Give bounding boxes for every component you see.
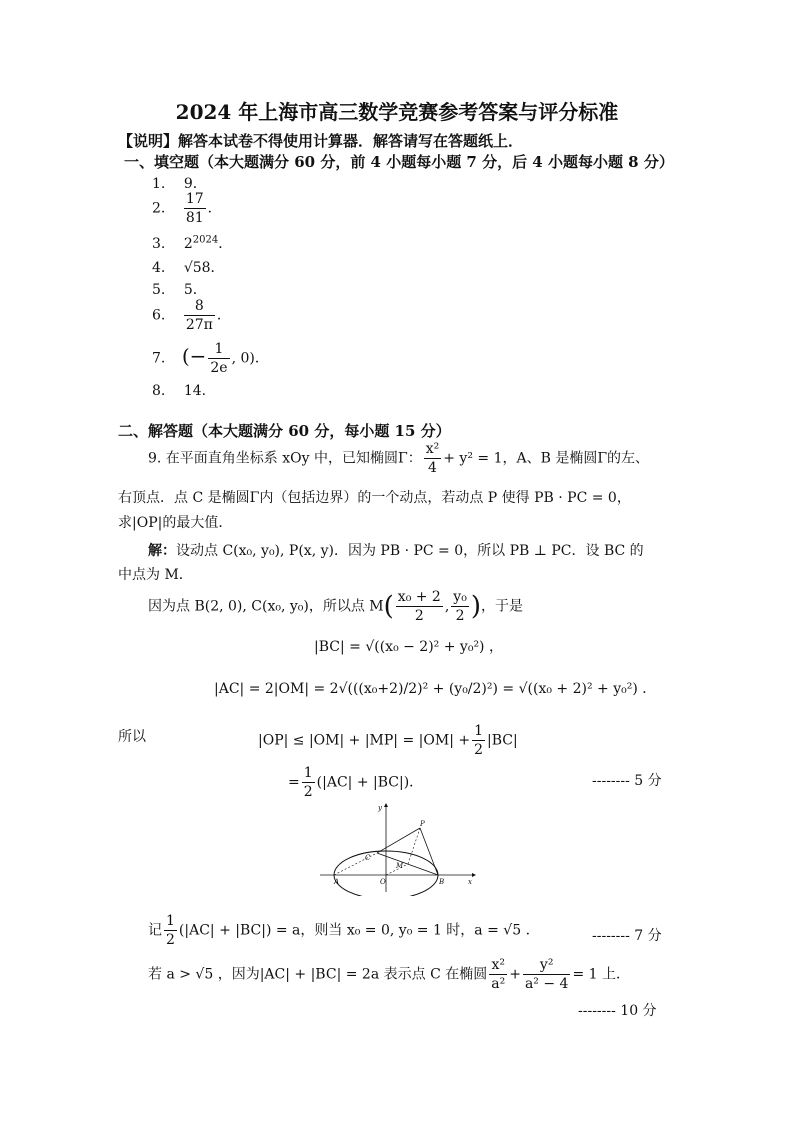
label-x: x (468, 878, 472, 886)
y-axis-arrow (384, 803, 388, 807)
score-10: -------- 10 分 (578, 1003, 657, 1019)
q9-fraction: $\frac{\text{x²}}{4}$ (425, 441, 440, 476)
label-c: C (365, 854, 371, 862)
segment-cp (377, 828, 420, 853)
label-m: M (396, 862, 404, 870)
label-a: A (334, 878, 340, 886)
label-b: B (439, 878, 445, 886)
answer-num: 1. (152, 176, 166, 192)
answer-8: 8. 14. (152, 383, 207, 399)
answer-fraction: $\frac{8}{27\pi}$ (185, 298, 213, 333)
answer-6: 6. $\frac{8}{27\pi}$ ． (152, 298, 231, 333)
label-y: y (378, 804, 382, 812)
solution-line2: 中点为 M． (118, 567, 193, 583)
answer-num: 3. (152, 236, 166, 252)
label-p: P (420, 820, 425, 828)
answer-3: 3. $2^{2024}$． (152, 234, 233, 252)
answer-5: 5. 5． (152, 282, 207, 298)
q9-line3: 求|OP|的最大值． (118, 515, 233, 531)
answer-4: 4. √58． (152, 260, 225, 276)
score-7: -------- 7 分 (592, 928, 662, 944)
answer-num: 7. (152, 350, 166, 367)
segment-pb (420, 828, 438, 875)
solution-line3: 因为点 B(2, 0), C(x₀, y₀)，所以点 M( $\frac{\text{x₀ + 2}}{2}$ , $\frac{\text{y₀}}{2}$ )，于是 (148, 589, 523, 624)
answer-2: 2. $\frac{17}{81}$ ． (152, 191, 222, 226)
answer-text: 9． (183, 176, 207, 192)
inequality-1: |OP| ≤ |OM| + |MP| = |OM| + $\frac{1}{2}$ |BC| (258, 723, 518, 758)
inequality-2: = $\frac{1}{2}$ (|AC| + |BC|)． (288, 765, 424, 800)
page-title: 2024 年上海市高三数学竞赛参考答案与评分标准 (175, 100, 619, 124)
exam-note: 【说明】解答本试卷不得使用计算器．解答请写在答题纸上． (118, 132, 524, 150)
q9-line1: 9. 在平面直角坐标系 xOy 中，已知椭圆Γ： $\frac{\text{x²}}{4}$ + y² = 1，A、B 是椭圆Γ的左、 (148, 441, 650, 476)
section1-heading: 一、填空题（本大题满分 60 分，前 4 小题每小题 7 分，后 4 小题每小题 8 分） (124, 153, 674, 171)
section2-heading: 二、解答题（本大题满分 60 分，每小题 15 分） (118, 422, 451, 440)
label-o: O (380, 878, 386, 886)
line-ji: 记 $\frac{1}{2}$ (|AC| + |BC|) = a，则当 x₀ = 0, y₀ = 1 时，a = √5 . (148, 913, 531, 948)
answer-num: 8. (152, 383, 166, 399)
score-5: -------- 5 分 (592, 773, 662, 789)
answer-num: 4. (152, 260, 166, 276)
answer-7: 7. (− $\frac{1}{2e}$ , 0)． (152, 341, 269, 376)
answer-fraction: $\frac{17}{81}$ (185, 191, 204, 226)
x-axis-arrow (472, 873, 476, 877)
ellipse-figure (320, 800, 480, 896)
line-ruo: 若 a > √5 ，因为|AC| + |BC| = 2a 表示点 C 在椭圆 $\frac{\text{x²}}{\text{a²}}$ + $\frac{\text{y²}}{\text{a² − 4}}$ = 1 上． (148, 957, 630, 992)
equation-bc: |BC| = √((x₀ − 2)² + y₀²) ， (314, 639, 503, 655)
segment-ac (334, 853, 377, 875)
answer-num: 5. (152, 282, 166, 298)
solution-line1: 解：设动点 C(x₀, y₀), P(x, y)．因为 PB · PC = 0，所以 PB ⊥ PC．设 BC 的 (148, 543, 644, 559)
answer-fraction: $\frac{1}{2e}$ (210, 341, 228, 376)
q9-line2: 右顶点．点 C 是椭圆Γ内（包括边界）的一个动点，若动点 P 使得 PB · PC = 0， (118, 490, 631, 506)
answer-num: 2. (152, 200, 166, 217)
equation-ac: |AC| = 2|OM| = 2√(((x₀+2)/2)² + (y₀/2)²) = √((x₀ + 2)² + y₀²) ． (214, 681, 657, 697)
suoyi-label: 所以 (118, 729, 146, 745)
answer-num: 6. (152, 307, 166, 324)
segment-mp (408, 828, 420, 864)
